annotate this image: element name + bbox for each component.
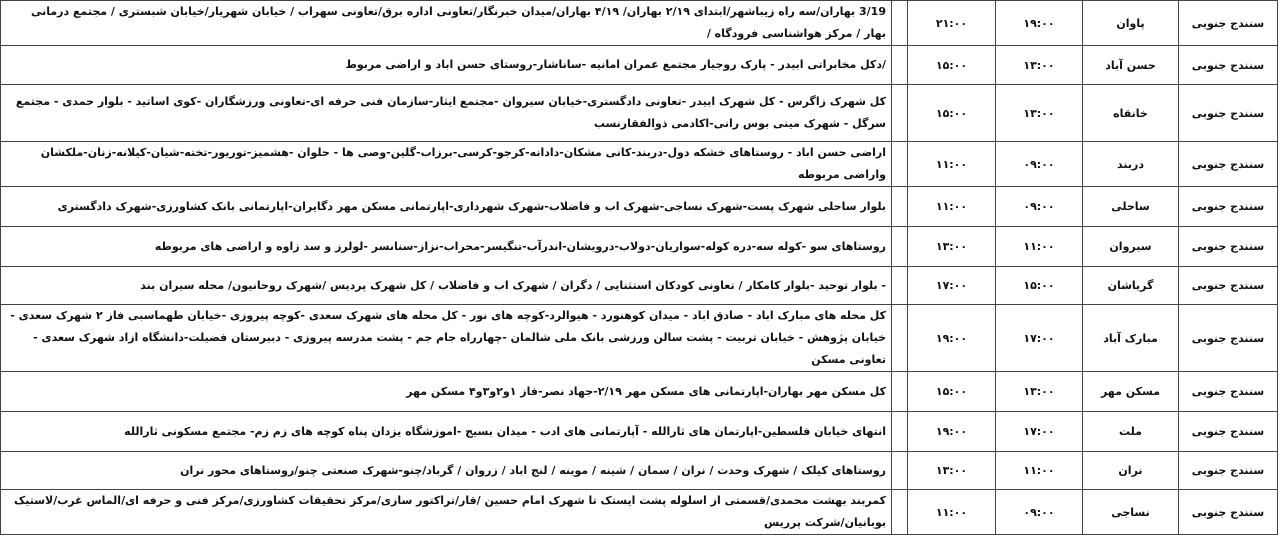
end-time-cell: ۱۱:۰۰ xyxy=(908,187,996,227)
region-cell: سنندج جنوبی xyxy=(1179,452,1278,490)
start-time-cell: ۱۳:۰۰ xyxy=(996,46,1083,85)
region-cell: سنندج جنوبی xyxy=(1179,412,1278,452)
start-time-cell: ۰۹:۰۰ xyxy=(996,187,1083,227)
region-cell: سنندج جنوبی xyxy=(1179,372,1278,412)
area-cell: نران xyxy=(1083,452,1179,490)
spacer-cell xyxy=(892,46,908,85)
start-time-cell: ۱۳:۰۰ xyxy=(996,85,1083,142)
table-row xyxy=(1,187,1278,227)
spacer-cell xyxy=(892,372,908,412)
address-cell: بلوار ساحلی شهرک پست-شهرک نساجی-شهرک اب و فاضلاب-شهرک شهرداری-اپارتمانی مسکن مهر دگایران-اپارتمانی بانک کشاورزی-شهرک دادگستری xyxy=(1,187,892,227)
region-cell: سنندج جنوبی xyxy=(1179,267,1278,305)
spacer-cell xyxy=(892,1,908,46)
area-cell: حسن آباد xyxy=(1083,46,1179,85)
address-cell: - بلوار توحید -بلوار کامکار / تعاونی کودکان استثنایی / دگران / شهرک اب و فاضلاب / کل شهرک پردیس /شهرک روحانیون/ محله سیران بند xyxy=(1,267,892,305)
end-time-cell: ۱۹:۰۰ xyxy=(908,412,996,452)
spacer-cell xyxy=(892,412,908,452)
address-cell: کمربند بهشت محمدی/قسمتی از اسلوله پشت ایستک تا شهرک امام حسین /قار/تراکتور سازی/مرکز تحقیقات کشاورزی/مرکز فنی و حرفه ای/الماس غرب/لاستیک بوبانیان/شرکت پرریس xyxy=(1,490,892,535)
area-cell: ساحلی xyxy=(1083,187,1179,227)
table-row xyxy=(1,490,1278,535)
table-row xyxy=(1,227,1278,267)
spacer-cell xyxy=(892,227,908,267)
table-row xyxy=(1,1,1278,46)
area-cell: ملت xyxy=(1083,412,1179,452)
spacer-cell xyxy=(892,305,908,372)
region-cell: سنندج جنوبی xyxy=(1179,490,1278,535)
start-time-cell: ۱۳:۰۰ xyxy=(996,372,1083,412)
region-cell: سنندج جنوبی xyxy=(1179,85,1278,142)
table-row xyxy=(1,46,1278,85)
spacer-cell xyxy=(892,142,908,187)
start-time-cell: ۱۱:۰۰ xyxy=(996,227,1083,267)
spacer-cell xyxy=(892,187,908,227)
address-cell: کل مسکن مهر بهاران-اپارتمانی های مسکن مهر ۲/۱۹-جهاد نصر-فاز ۱و۲و۳و۴ مسکن مهر xyxy=(1,372,892,412)
region-cell: سنندج جنوبی xyxy=(1179,142,1278,187)
table-row xyxy=(1,305,1278,372)
address-cell: روستاهای سو -کوله سه-دره کوله-سواریان-دولاب-درویشان-اندرآب-تنگیسر-محراب-نزاز-سنانسر -لولرز و سد زاوه و اراضی های مربوطه xyxy=(1,227,892,267)
end-time-cell: ۱۵:۰۰ xyxy=(908,85,996,142)
area-cell: پاوان xyxy=(1083,1,1179,46)
table-row xyxy=(1,267,1278,305)
area-cell: سیروان xyxy=(1083,227,1179,267)
area-cell: دربند xyxy=(1083,142,1179,187)
address-cell: روستاهای کیلک / شهرک وحدت / نران / سمان / شینه / موینه / لنج اباد / زروان / گرباد/چنو-شهرک صنعتی چنو/روستاهای محور نران xyxy=(1,452,892,490)
start-time-cell: ۰۹:۰۰ xyxy=(996,490,1083,535)
region-cell: سنندج جنوبی xyxy=(1179,187,1278,227)
address-cell: اراضی حسن اباد - روستاهای خشکه دول-دربند-کانی مشکان-دادانه-کرجو-کرسی-برزاب-گلین-وصی ها - حلوان -هشمیز-توریور-تخته-شیان-کیلانه-زنان-ملکشان واراضی مربوطه xyxy=(1,142,892,187)
area-cell: نساجی xyxy=(1083,490,1179,535)
table-row xyxy=(1,85,1278,142)
end-time-cell: ۱۳:۰۰ xyxy=(908,452,996,490)
end-time-cell: ۱۵:۰۰ xyxy=(908,46,996,85)
spacer-cell xyxy=(892,267,908,305)
end-time-cell: ۱۷:۰۰ xyxy=(908,267,996,305)
region-cell: سنندج جنوبی xyxy=(1179,305,1278,372)
spacer-cell xyxy=(892,452,908,490)
table-row xyxy=(1,412,1278,452)
spacer-cell xyxy=(892,490,908,535)
region-cell: سنندج جنوبی xyxy=(1179,227,1278,267)
table-row xyxy=(1,142,1278,187)
end-time-cell: ۱۵:۰۰ xyxy=(908,372,996,412)
schedule-body xyxy=(1,1,1278,535)
end-time-cell: ۱۹:۰۰ xyxy=(908,305,996,372)
region-cell: سنندج جنوبی xyxy=(1179,1,1278,46)
area-cell: مبارک آباد xyxy=(1083,305,1179,372)
end-time-cell: ۲۱:۰۰ xyxy=(908,1,996,46)
start-time-cell: ۱۱:۰۰ xyxy=(996,452,1083,490)
address-cell: /دکل مخابراتی ابیدر - پارک روجیار مجتمع عمران امانیه -ساناشار-روستای حسن اباد و اراضی مربوط xyxy=(1,46,892,85)
table-row xyxy=(1,372,1278,412)
region-cell: سنندج جنوبی xyxy=(1179,46,1278,85)
end-time-cell: ۱۱:۰۰ xyxy=(908,142,996,187)
start-time-cell: ۱۷:۰۰ xyxy=(996,305,1083,372)
start-time-cell: ۱۵:۰۰ xyxy=(996,267,1083,305)
address-cell: کل محله های مبارک اباد - صادق اباد - میدان کوهنورد - هیوالرد-کوچه های نور - کل محله های شهرک سعدی -کوچه پیروزی -خیابان طهماسبی فاز ۲ شهرک سعدی - خیابان پژوهش - خیابان تربیت - پشت سالن ورزشی بانک ملی شالمان -چهارراه جام جم - پشت مدرسه پیروزی - دبیرستان فضیلت-دانشگاه ازاد شهرک سعدی - تعاونی مسکن xyxy=(1,305,892,372)
table-row xyxy=(1,452,1278,490)
start-time-cell: ۱۹:۰۰ xyxy=(996,1,1083,46)
address-cell: انتهای خیابان فلسطین-اپارتمان های ثارالله - آپارتمانی های ادب - میدان بسیج -اموزشگاه یزدان پناه کوچه های زم زم- مجتمع مسکونی ثارالله xyxy=(1,412,892,452)
address-cell: 3/19 بهاران/سه راه زیباشهر/ابتدای ۲/۱۹ بهاران/ ۴/۱۹ بهاران/میدان خبرنگار/تعاونی اداره برق/تعاونی سهراب / خیابان شهریار/خیابان شبستری / مجتمع درمانی بهار / مرکز هواشناسی فرودگاه / xyxy=(1,1,892,46)
start-time-cell: ۰۹:۰۰ xyxy=(996,142,1083,187)
end-time-cell: ۱۳:۰۰ xyxy=(908,227,996,267)
area-cell: خانقاه xyxy=(1083,85,1179,142)
spacer-cell xyxy=(892,85,908,142)
area-cell: گریاشان xyxy=(1083,267,1179,305)
end-time-cell: ۱۱:۰۰ xyxy=(908,490,996,535)
area-cell: مسکن مهر xyxy=(1083,372,1179,412)
start-time-cell: ۱۷:۰۰ xyxy=(996,412,1083,452)
address-cell: کل شهرک زاگرس - کل شهرک ابیدر -تعاونی دادگستری-خیابان سیروان -مجتمع ایثار-سازمان فنی حرفه ای-تعاونی ورزشگاران -کوی اساتید - بلوار حمدی - مجتمع سرگل - شهرک مینی بوس رانی-اکادمی ذوالفقارنسب xyxy=(1,85,892,142)
